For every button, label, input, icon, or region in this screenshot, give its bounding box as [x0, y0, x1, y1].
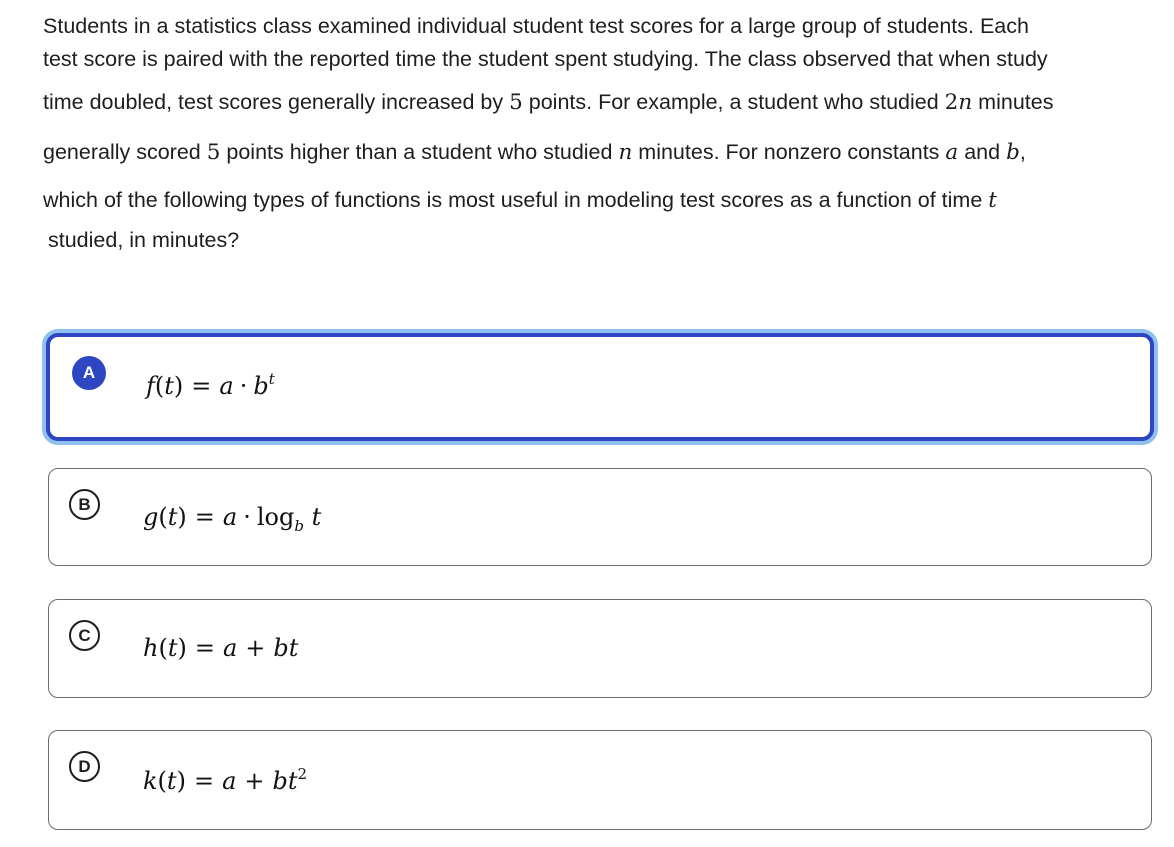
math-number: 5 — [206, 140, 221, 165]
question-stem — [43, 14, 1158, 253]
question-line: studied, in minutes? — [48, 228, 240, 252]
choice-formula: $k(t) = a + bt^2$ — [143, 765, 308, 795]
choice-letter-badge: D — [69, 751, 100, 782]
choice-letter-badge: B — [69, 489, 100, 520]
math-number: 2 — [944, 90, 959, 115]
choice-letter-badge: C — [69, 620, 100, 651]
choice-letter-badge: A — [72, 356, 106, 390]
choice-formula: $f(t) = a \cdot b^t$ — [146, 370, 275, 400]
math-number: 5 — [509, 90, 523, 115]
choice-formula: $g(t) = a \cdot \log_b t$ — [143, 503, 322, 535]
answer-choice-c[interactable] — [48, 599, 1152, 698]
math-variable: b — [1006, 140, 1020, 165]
math-variable: t — [988, 188, 997, 213]
answer-choice-b[interactable] — [48, 468, 1152, 566]
math-variable: n — [958, 90, 973, 115]
math-variable: n — [618, 140, 633, 165]
choice-formula: h(t) = a + bt — [143, 634, 299, 662]
answer-choice-d[interactable] — [48, 730, 1152, 830]
question-line: generally scored 5 points higher than a student who studied n minutes. For nonzero constants a and b, — [43, 140, 1026, 165]
question-line: which of the following types of functions is most useful in modeling test scores as a function of time t — [43, 188, 997, 213]
question-line: Students in a statistics class examined individual student test scores for a large group of students. Each — [43, 14, 1029, 38]
question-line: test score is paired with the reported time the student spent studying. The class observed that when study — [43, 47, 1048, 71]
answer-choice-a[interactable] — [46, 333, 1154, 441]
math-variable: a — [945, 140, 959, 165]
question-line: time doubled, test scores generally increased by 5 points. For example, a student who studied 2n minutes — [43, 90, 1054, 115]
